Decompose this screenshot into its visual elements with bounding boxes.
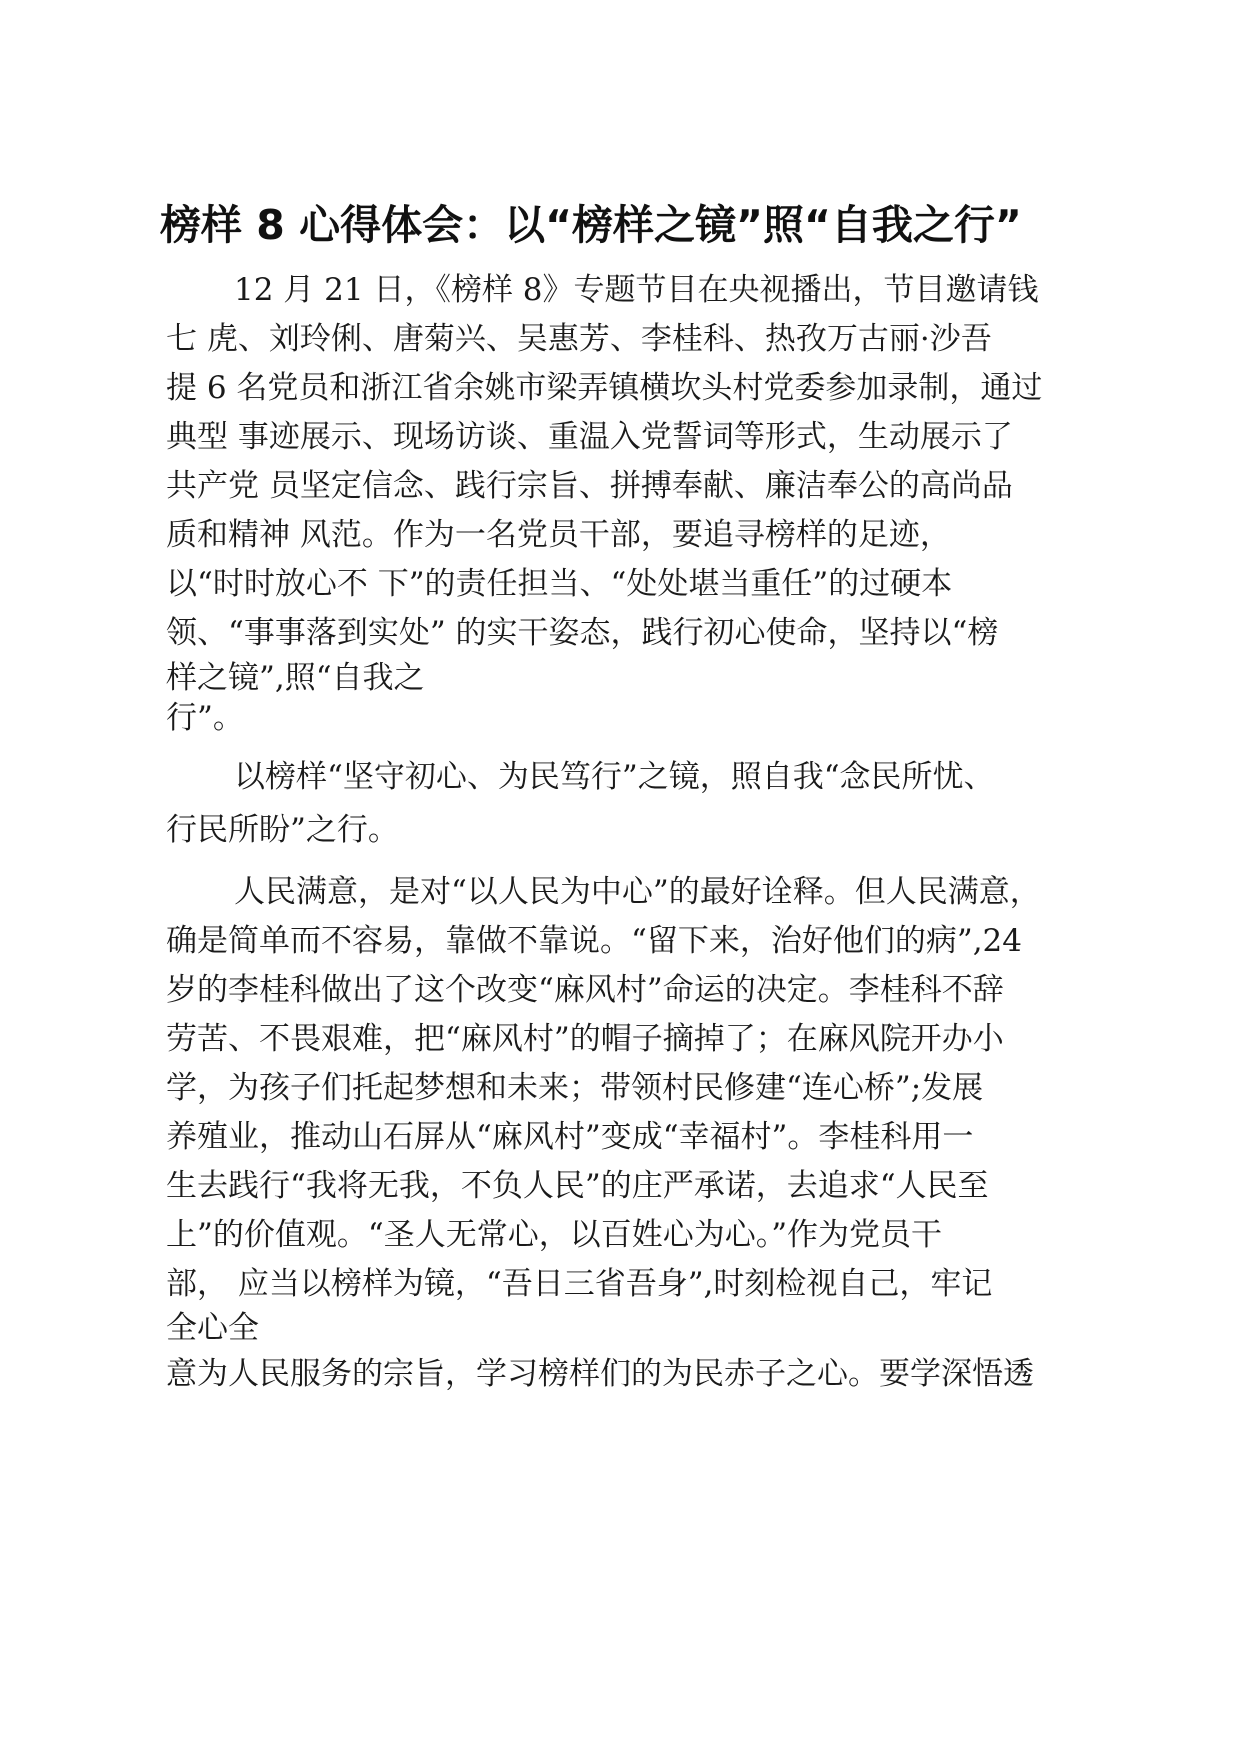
paragraph-line: 劳苦、不畏艰难，把“麻风村”的帽子摘掉了；在麻风院开办小 — [166, 1021, 1004, 1057]
paragraph-line: 上”的价值观。“圣人无常心，以百姓心为心。”作为党员干 — [166, 1217, 943, 1253]
paragraph-line: 行民所盼”之行。 — [166, 812, 399, 848]
paragraph-line: 养殖业，推动山石屏从“麻风村”变成“幸福村”。李桂科用一 — [166, 1119, 974, 1155]
paragraph-line: 典型 事迹展示、现场访谈、重温入党誓词等形式，生动展示了 — [166, 419, 1013, 455]
paragraph-line: 质和精神 风范。作为一名党员干部，要追寻榜样的足迹， — [166, 517, 951, 553]
paragraph-line: 部， 应当以榜样为镜，“吾日三省吾身”,时刻检视自己，牢记 — [166, 1266, 993, 1302]
document-title: 榜样 8 心得体会：以“榜样之镜”照“自我之行” — [160, 201, 1022, 249]
paragraph-line: 意为人民服务的宗旨，学习榜样们的为民赤子之心。要学深悟透 — [166, 1356, 1034, 1392]
paragraph-line: 生去践行“我将无我，不负人民”的庄严承诺，去追求“人民至 — [166, 1168, 989, 1204]
paragraph-line: 岁的李桂科做出了这个改变“麻风村”命运的决定。李桂科不辞 — [166, 972, 1004, 1008]
paragraph-line: 提 6 名党员和浙江省余姚市梁弄镇横坎头村党委参加录制，通过 — [166, 370, 1043, 406]
paragraph-line: 以榜样“坚守初心、为民笃行”之镜，照自我“念民所忧、 — [234, 759, 995, 795]
paragraph-line: 七 虎、刘玲俐、唐菊兴、吴惠芳、李桂科、热孜万古丽·沙吾 — [166, 321, 992, 357]
paragraph-line: 学，为孩子们托起梦想和未来；带领村民修建“连心桥”;发展 — [166, 1070, 984, 1106]
paragraph-line: 共产党 员坚定信念、践行宗旨、拼搏奉献、廉洁奉公的高尚品 — [166, 468, 1013, 504]
paragraph-line: 以“时时放心不 下”的责任担当、“处处堪当重任”的过硬本 — [166, 566, 953, 602]
paragraph-line: 确是简单而不容易，靠做不靠说。“留下来，治好他们的病”,24 — [166, 923, 1022, 959]
paragraph-line: 人民满意，是对“以人民为中心”的最好诠释。但人民满意， — [234, 874, 1041, 910]
paragraph-line: 样之镜”,照“自我之 — [166, 660, 425, 696]
paragraph-line: 全心全 — [166, 1310, 259, 1346]
paragraph-line: 行”。 — [166, 700, 244, 736]
paragraph-line: 领、“事事落到实处” 的实干姿态，践行初心使命，坚持以“榜 — [166, 615, 999, 651]
paragraph-line: 12 月 21 日，《榜样 8》专题节目在央视播出，节目邀请钱 — [234, 272, 1039, 308]
